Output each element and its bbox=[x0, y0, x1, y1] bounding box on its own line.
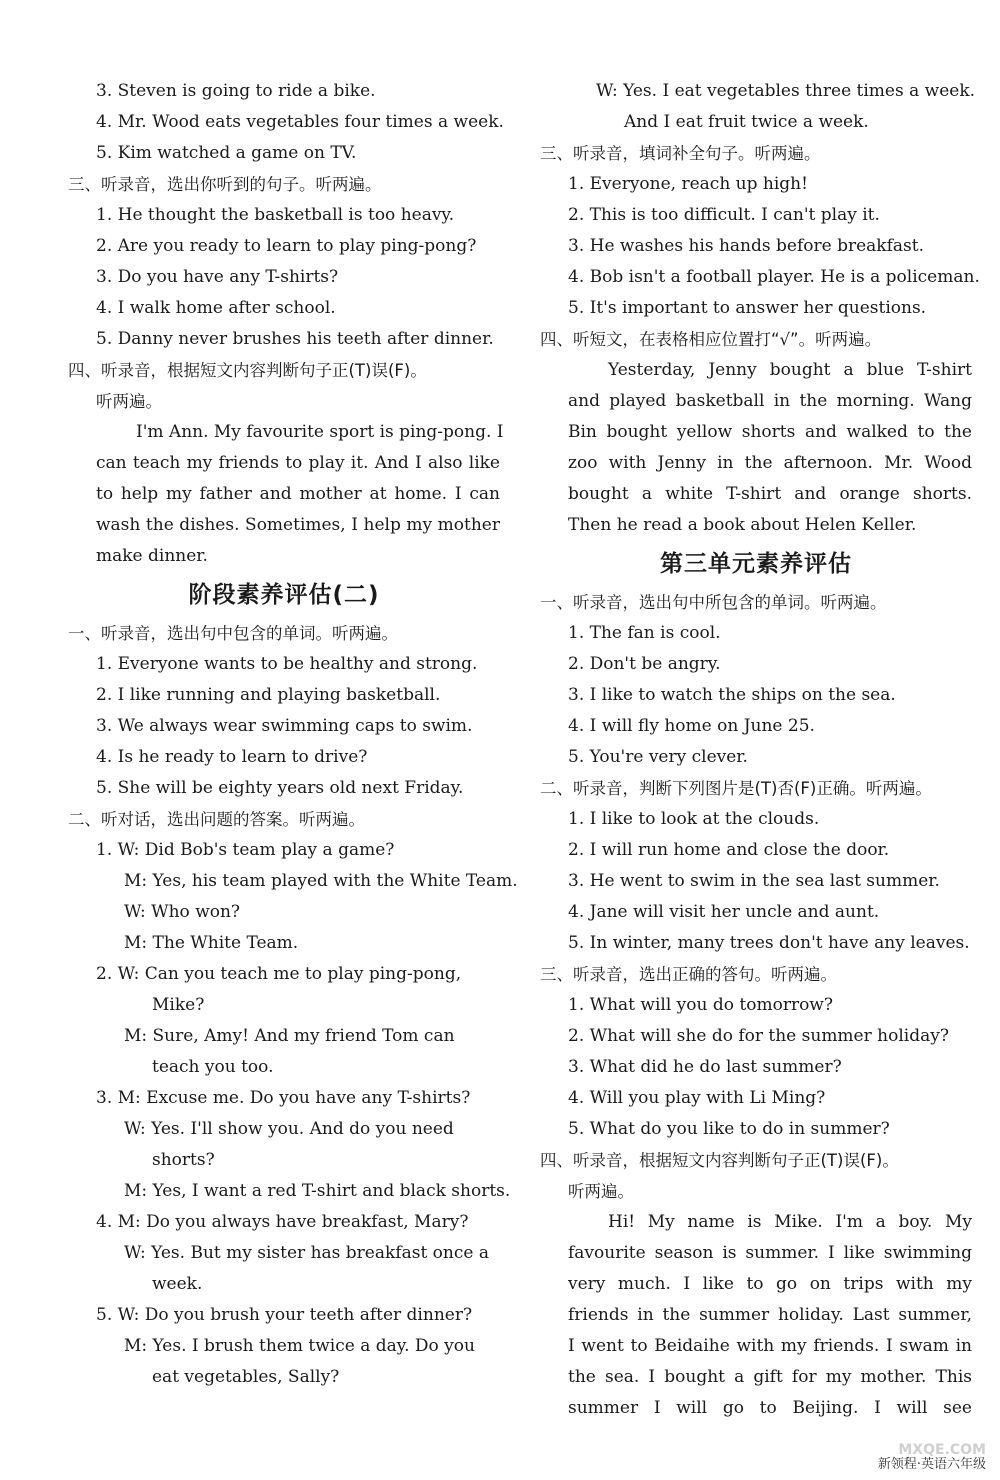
list-item: 4. Mr. Wood eats vegetables four times a week. bbox=[96, 112, 504, 132]
dialog-line: 3. M: Excuse me. Do you have any T-shirts? bbox=[96, 1088, 471, 1108]
list-item: 5. Kim watched a game on TV. bbox=[96, 143, 357, 163]
list-item: 2. What will she do for the summer holiday? bbox=[568, 1026, 949, 1046]
section-heading: 一、听录音，选出句中所包含的单词。听两遍。 bbox=[540, 593, 887, 612]
list-item: 5. She will be eighty years old next Friday. bbox=[96, 778, 464, 798]
list-item: 3. He went to swim in the sea last summer. bbox=[568, 871, 940, 891]
dialog-line: M: Yes, I want a red T-shirt and black shorts. bbox=[124, 1181, 511, 1201]
page-title: 阶段素养评估(二) bbox=[188, 582, 380, 608]
passage-line: can teach my friends to play it. And I also like bbox=[96, 453, 500, 473]
list-item: 5. It's important to answer her questions. bbox=[568, 298, 927, 318]
list-item: 3. Do you have any T-shirts? bbox=[96, 267, 339, 287]
dialog-list bbox=[68, 835, 518, 1393]
section-heading-cont: 听两遍。 bbox=[568, 1182, 634, 1201]
list-item: 2. This is too difficult. I can't play it. bbox=[568, 205, 880, 225]
unit-title: 第三单元素养评估 bbox=[660, 551, 852, 577]
passage-line: bought a white T-shirt and orange shorts. bbox=[568, 484, 972, 504]
list-item: 1. I like to look at the clouds. bbox=[568, 809, 820, 829]
passage-line: summer I will go to Beijing. I will see bbox=[568, 1398, 972, 1418]
list-item: 1. He thought the basketball is too heavy. bbox=[96, 205, 455, 225]
dialog-line: And I eat fruit twice a week. bbox=[624, 112, 869, 132]
passage-line: Hi! My name is Mike. I'm a boy. My bbox=[608, 1212, 972, 1232]
list-item: 1. What will you do tomorrow? bbox=[568, 995, 833, 1015]
page-footer: 新领程·英语六年级 bbox=[877, 1457, 986, 1472]
passage-line: wash the dishes. Sometimes, I help my mother bbox=[96, 515, 500, 535]
dialog-line: 2. W: Can you teach me to play ping-pong, bbox=[96, 964, 462, 984]
passage-line: and played basketball in the morning. Wang bbox=[568, 391, 972, 411]
section-heading: 三、听录音，填词补全句子。听两遍。 bbox=[540, 144, 821, 163]
left-column bbox=[68, 76, 518, 1393]
dialog-line: eat vegetables, Sally? bbox=[152, 1367, 340, 1387]
section-heading: 一、听录音，选出句中包含的单词。听两遍。 bbox=[68, 624, 398, 643]
list-item: 5. You're very clever. bbox=[568, 747, 748, 767]
dialog-line: M: Yes. I brush them twice a day. Do you bbox=[124, 1336, 475, 1356]
list-item: 4. I will fly home on June 25. bbox=[568, 716, 815, 736]
list-item: 5. Danny never brushes his teeth after dinner. bbox=[96, 329, 494, 349]
list-item: 4. Is he ready to learn to drive? bbox=[96, 747, 368, 767]
dialog-line: M: Sure, Amy! And my friend Tom can bbox=[124, 1026, 455, 1046]
section-heading: 四、听录音，根据短文内容判断句子正(T)误(F)。 bbox=[540, 1151, 899, 1170]
passage-line: Bin bought yellow shorts and walked to the bbox=[568, 422, 972, 442]
section-heading: 二、听录音，判断下列图片是(T)否(F)正确。听两遍。 bbox=[540, 779, 932, 798]
section-heading: 三、听录音，选出正确的答句。听两遍。 bbox=[540, 965, 837, 984]
dialog-line: W: Who won? bbox=[124, 902, 241, 922]
list-item: 4. Will you play with Li Ming? bbox=[568, 1088, 826, 1108]
passage-line: favourite season is summer. I like swimming bbox=[568, 1243, 972, 1263]
passage-jenny bbox=[540, 355, 972, 541]
section-heading: 三、听录音，选出你听到的句子。听两遍。 bbox=[68, 175, 382, 194]
list-item: 1. The fan is cool. bbox=[568, 623, 721, 643]
list-item: 3. What did he do last summer? bbox=[568, 1057, 842, 1077]
list-item: 2. Are you ready to learn to play ping-pong? bbox=[96, 236, 477, 256]
list-item: 1. Everyone, reach up high! bbox=[568, 174, 808, 194]
dialog-line: M: The White Team. bbox=[124, 933, 299, 953]
list-item: 2. Don't be angry. bbox=[568, 654, 721, 674]
watermark: MXQE.COM bbox=[898, 1442, 986, 1458]
passage-line: make dinner. bbox=[96, 546, 208, 566]
list-item: 4. Jane will visit her uncle and aunt. bbox=[568, 902, 880, 922]
dialog-line: W: Yes. I eat vegetables three times a week. bbox=[596, 81, 976, 101]
dialog-line: M: Yes, his team played with the White Team. bbox=[124, 871, 518, 891]
dialog-line: 5. W: Do you brush your teeth after dinner? bbox=[96, 1305, 473, 1325]
list-item: 2. I will run home and close the door. bbox=[568, 840, 890, 860]
list-item: 3. We always wear swimming caps to swim. bbox=[96, 716, 473, 736]
passage-ann bbox=[68, 417, 504, 572]
passage-line: Yesterday, Jenny bought a blue T-shirt bbox=[608, 360, 972, 380]
passage-mike bbox=[540, 1207, 972, 1424]
section-heading: 四、听短文，在表格相应位置打“√”。听两遍。 bbox=[540, 330, 882, 349]
dialog-line: 4. M: Do you always have breakfast, Mary? bbox=[96, 1212, 469, 1232]
section-heading-cont: 听两遍。 bbox=[96, 392, 162, 411]
left-a-list bbox=[68, 76, 504, 169]
passage-line: zoo with Jenny in the afternoon. Mr. Wood bbox=[568, 453, 972, 473]
section-heading: 四、听录音，根据短文内容判断句子正(T)误(F)。 bbox=[68, 361, 427, 380]
passage-line: Then he read a book about Helen Keller. bbox=[568, 515, 917, 535]
right-column bbox=[540, 76, 980, 1424]
list-item: 1. Everyone wants to be healthy and strong. bbox=[96, 654, 478, 674]
list-item: 3. I like to watch the ships on the sea. bbox=[568, 685, 896, 705]
passage-line: the sea. I bought a gift for my mother. This bbox=[568, 1367, 972, 1387]
list-item: 2. I like running and playing basketball. bbox=[96, 685, 441, 705]
dialog-line: teach you too. bbox=[152, 1057, 274, 1077]
passage-line: I went to Beidaihe with my friends. I swam in bbox=[568, 1336, 972, 1356]
passage-line: I'm Ann. My favourite sport is ping-pong. I bbox=[136, 422, 504, 442]
passage-line: very much. I like to go on trips with my bbox=[568, 1274, 972, 1294]
dialog-line: Mike? bbox=[152, 995, 205, 1015]
list-item: 4. I walk home after school. bbox=[96, 298, 336, 318]
list-item: 3. He washes his hands before breakfast. bbox=[568, 236, 924, 256]
list-item: 5. What do you like to do in summer? bbox=[568, 1119, 890, 1139]
dialog-line: 1. W: Did Bob's team play a game? bbox=[96, 840, 395, 860]
dialog-line: week. bbox=[152, 1274, 203, 1294]
list-item: 3. Steven is going to ride a bike. bbox=[96, 81, 376, 101]
passage-line: to help my father and mother at home. I can bbox=[96, 484, 500, 504]
list-item: 4. Bob isn't a football player. He is a policeman. bbox=[568, 267, 980, 287]
section-heading: 二、听对话，选出问题的答案。听两遍。 bbox=[68, 810, 365, 829]
list-item: 5. In winter, many trees don't have any leaves. bbox=[568, 933, 970, 953]
passage-line: friends in the summer holiday. Last summer, bbox=[568, 1305, 972, 1325]
dialog-line: W: Yes. I'll show you. And do you need bbox=[124, 1119, 454, 1139]
dialog-line: W: Yes. But my sister has breakfast once a bbox=[124, 1243, 489, 1263]
dialog-line: shorts? bbox=[152, 1150, 215, 1170]
